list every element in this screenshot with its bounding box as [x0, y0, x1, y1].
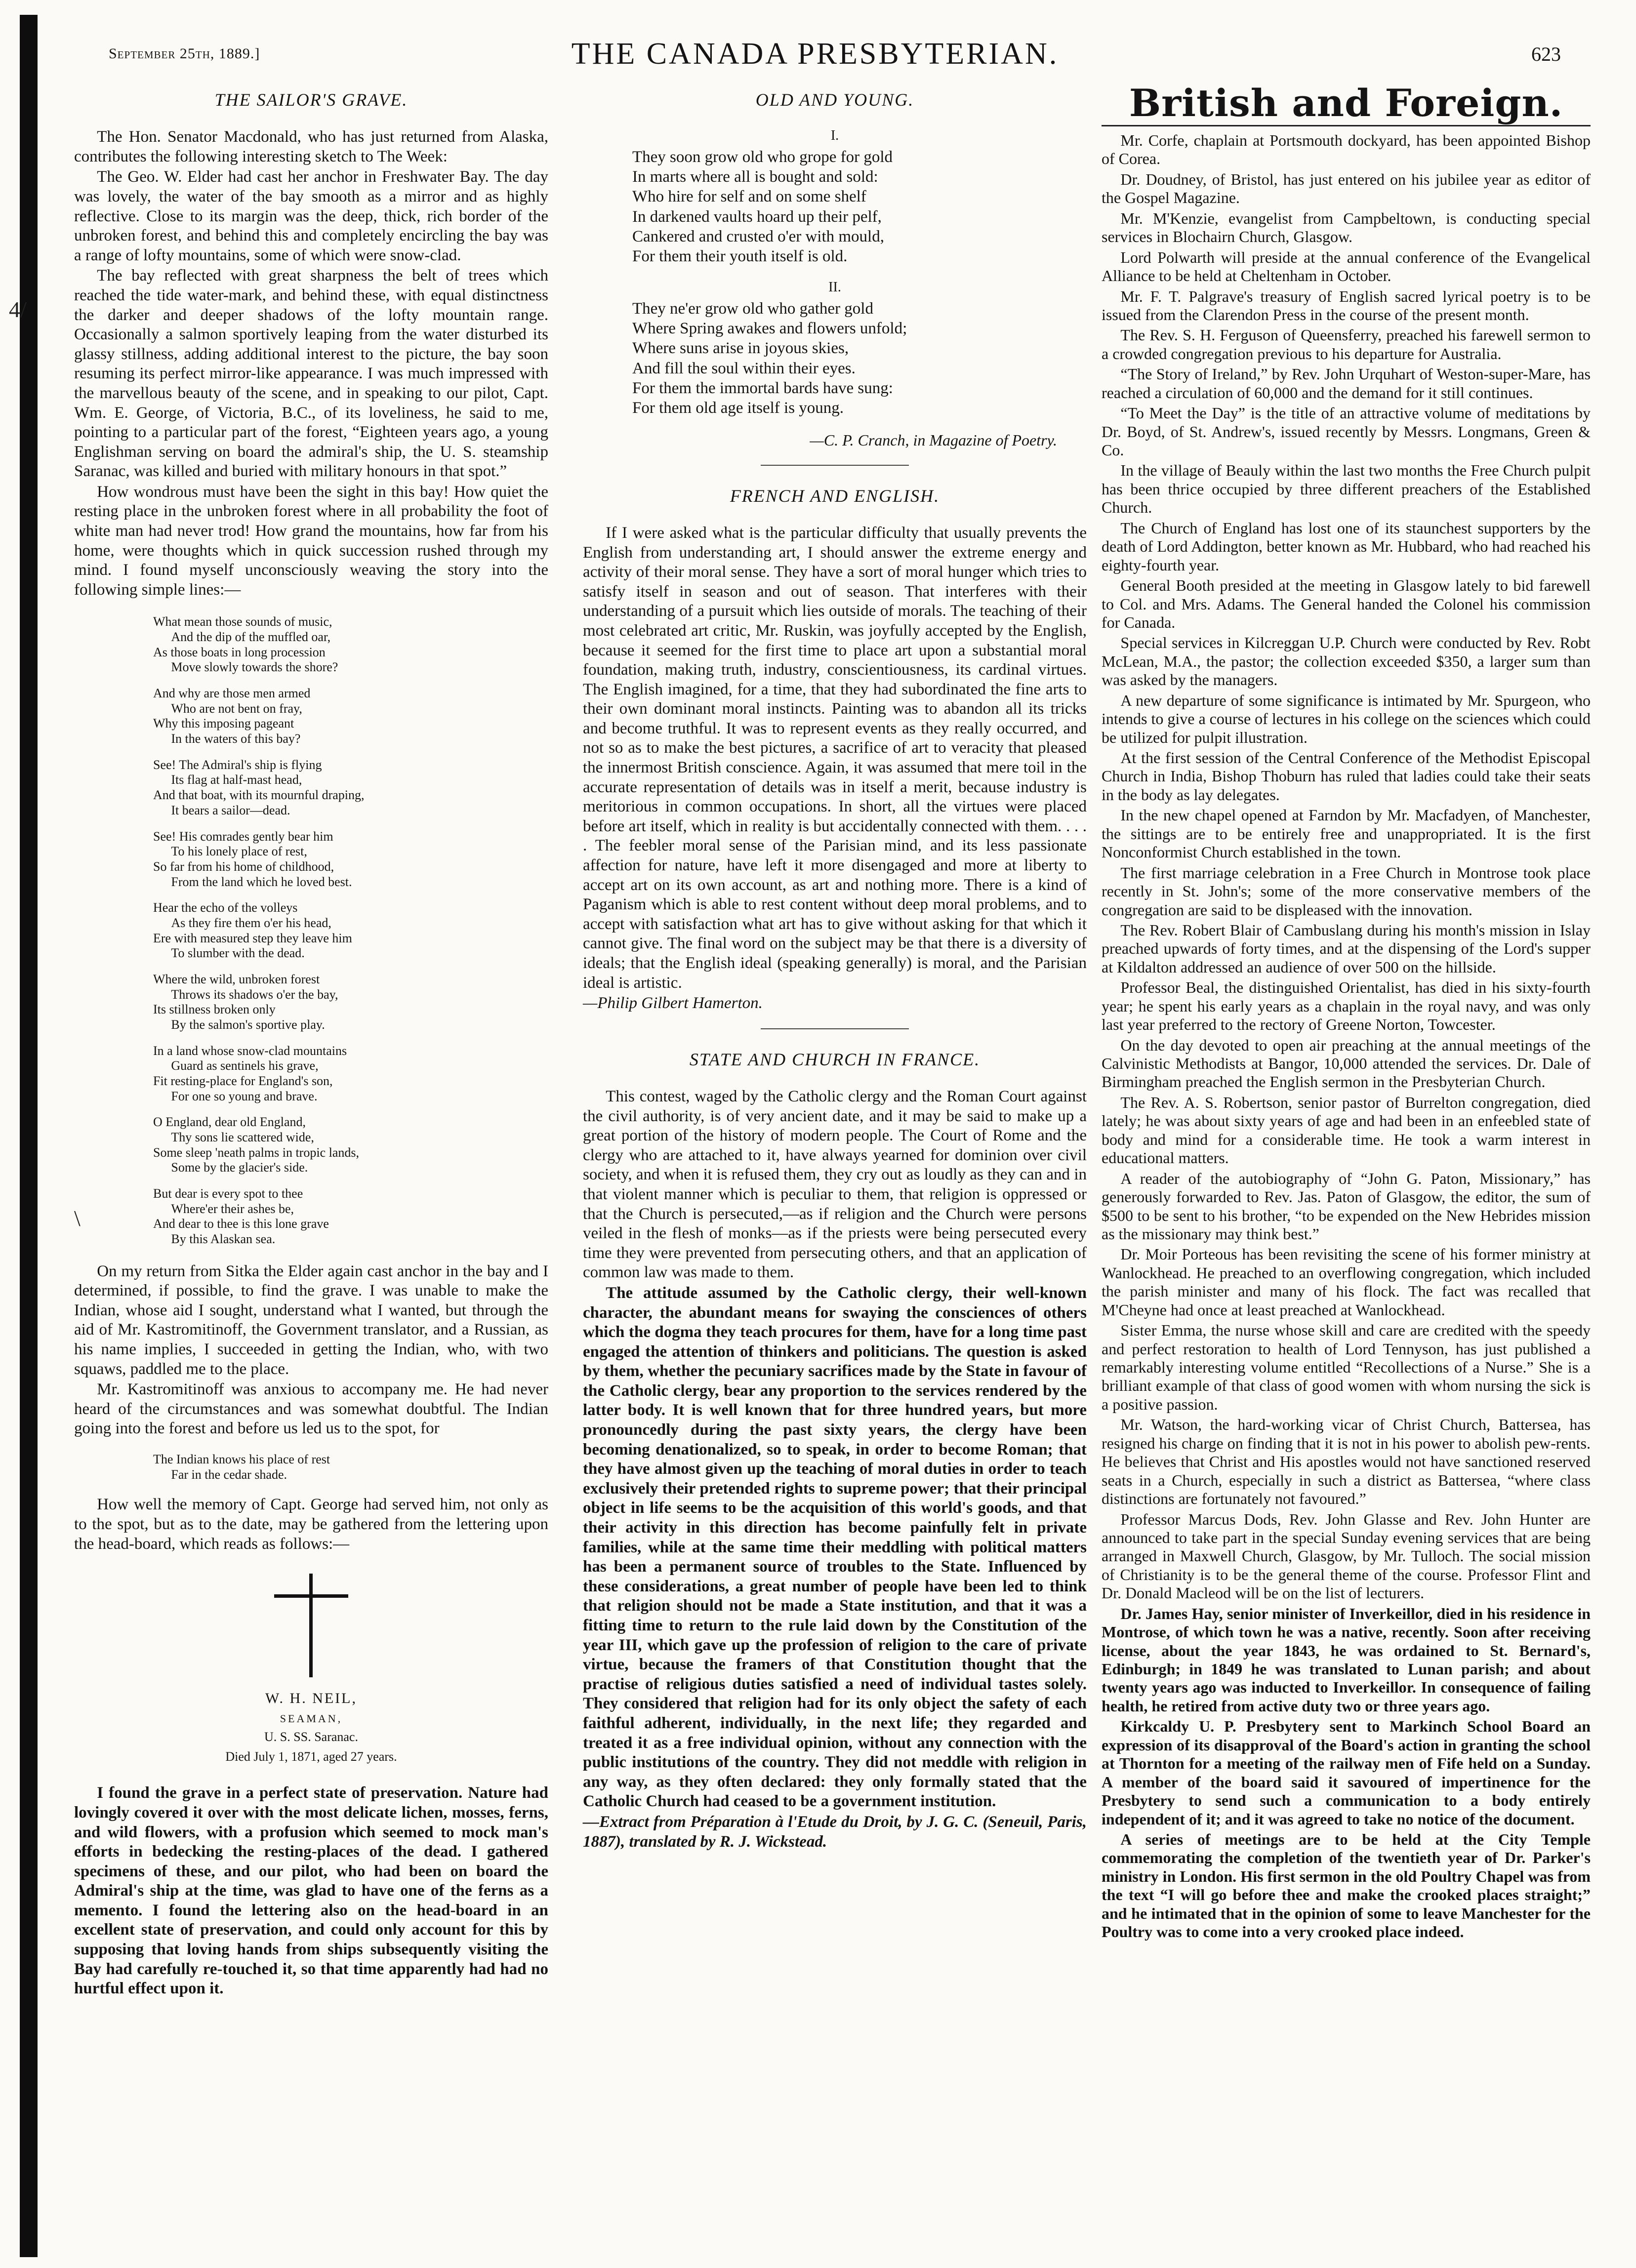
news-items: [1102, 131, 1591, 1942]
verse-line: Guard as sentinels his grave,: [171, 1058, 319, 1073]
verse-line: To his lonely place of rest,: [171, 844, 307, 859]
news-item: At the first session of the Central Conference of the Methodist Episcopal Church in India, Bishop Thoburn has ruled that ladies could take their seats in the body as lay delegates.: [1102, 749, 1591, 804]
masthead: [69, 35, 1561, 74]
article-title: OLD AND YOUNG.: [755, 90, 914, 110]
verse-line: Some sleep 'neath palms in tropic lands,: [153, 1145, 359, 1160]
stanza: [583, 299, 1087, 418]
verse-line: But dear is every spot to thee: [153, 1186, 303, 1201]
stanza: [153, 1044, 548, 1104]
news-item: Mr. M'Kenzie, evangelist from Campbeltown, is conducting special services in Blochairn Church, Glasgow.: [1102, 209, 1591, 246]
verse-line: See! The Admiral's ship is flying: [153, 757, 322, 772]
verse-line: For them their youth itself is old.: [632, 247, 848, 266]
news-item: Dr. James Hay, senior minister of Inverkeillor, died in his residence in Montrose, of which town he was a native, recently. Soon after receiving license, about the year 1843, he was ordained to St. Bernard's, Edinburgh; in 1849 he was translated to Lunan parish; and about twenty years ago was inducted to Inverkeillor. In consequence of failing health, he retired from active duty two or three years ago.: [1102, 1604, 1591, 1715]
news-item: A new departure of some significance is intimated by Mr. Spurgeon, who intends to give a course of lectures in his college on the sciences which could be utilized for pulpit illustration.: [1102, 691, 1591, 746]
news-item: Sister Emma, the nurse whose skill and care are credited with the speedy and perfect restoration to health of Lord Tennyson, has just published a remarkably interesting volume entitled “Recollections of a Nurse.” She is a brilliant example of that class of good women with whom nursing the sick is a positive passion.: [1102, 1321, 1591, 1413]
verse-line: In the waters of this bay?: [171, 731, 301, 746]
section-title: British and Foreign.: [1129, 81, 1563, 125]
news-item: The Church of England has lost one of its staunchest supporters by the death of Lord Addington, better known as Mr. Hubbard, who had reached his eighty-fourth year.: [1102, 519, 1591, 574]
verse-line: Fit resting-place for England's son,: [153, 1073, 333, 1088]
paragraph: How wondrous must have been the sight in this bay! How quiet the resting place in the unbroken forest where in all probability the foot of white man had never trod! How grand the mountains, how far from his home, were thoughts which in quick succession rushed through my mind. I found myself unconsciously weaving the story into the following simple lines:—: [74, 483, 548, 599]
news-item: Dr. Moir Porteous has been revisiting the scene of his former ministry at Wanlockhead. He preached to an overflowing congregation, which included the parish minister and many of his flock. The fact was recalled that M'Cheyne had once at least preached at Wanlockhead.: [1102, 1245, 1591, 1319]
verse-line: In a land whose snow-clad mountains: [153, 1043, 347, 1058]
news-item: A series of meetings are to be held at the City Temple commemorating the completion of the twentieth year of Dr. Parker's ministry in London. His first sermon in the old Poultry Chapel was from the text “I will go before thee and make the crooked places straight;” and he intimated that in the opinion of some to leave Manchester for the Poultry was to come into a very crooked place indeed.: [1102, 1830, 1591, 1941]
verse-line: And fill the soul within their eyes.: [632, 359, 856, 377]
verse-line: Its stillness broken only: [153, 1002, 276, 1017]
verse-line: Some by the glacier's side.: [171, 1160, 308, 1175]
stanza-number: II.: [828, 280, 841, 295]
news-item: Kirkcaldy U. P. Presbytery sent to Markinch School Board an expression of its disapproval of the Board's action in granting the school at Thornton for a meeting of the railway men of Fife held on a Sunday. A member of the board said it savoured of impertinence for the Presbytery to send such a communication to a body entirely independent of it; and it was agreed to take no notice of the document.: [1102, 1717, 1591, 1828]
verse-line: They ne'er grow old who gather gold: [632, 299, 873, 318]
paragraph: Mr. Kastromitinoff was anxious to accompany me. He had never heard of the circumstances and was somewhat doubtful. The Indian going into the forest and before us led us to the spot, for: [74, 1380, 548, 1438]
verse-line: Where suns arise in joyous skies,: [632, 339, 849, 358]
poem: [74, 614, 548, 1247]
citation: —Extract from Préparation à l'Etude du Droit, by J. G. C. (Seneuil, Paris, 1887), translated by R. J. Wickstead.: [583, 1813, 1087, 1851]
epitaph-rank: SEAMAN,: [280, 1712, 343, 1725]
verse-line: From the land which he loved best.: [171, 874, 352, 889]
paragraph: On my return from Sitka the Elder again cast anchor in the bay and I determined, if possible, to find the grave. I was unable to make the Indian, whose aid I sought, understand what I wanted, but through the aid of Mr. Kastromitinoff, the Government translator, and a Russian, as his name implies, I succeeded in getting the Indian, who, with two squaws, paddled me to the place.: [74, 1262, 548, 1378]
verse-line: By the salmon's sportive play.: [171, 1017, 325, 1032]
stanza: [153, 1186, 548, 1247]
verse-line: As those boats in long procession: [153, 645, 326, 659]
signature: —Philip Gilbert Hamerton.: [583, 994, 763, 1012]
news-item: Professor Marcus Dods, Rev. John Glasse and Rev. John Hunter are announced to take part in the special Sunday evening services that are being arranged in Maxwell Church, Glasgow, by Mr. Tulloch. The social mission of Christianity is to be the general theme of the course. Professor Flint and Dr. Donald Macleod will be on the list of lecturers.: [1102, 1510, 1591, 1602]
news-item: On the day devoted to open air preaching at the annual meetings of the Calvinistic Methodists at Bangor, 10,000 attended the services. Dr. Dale of Birmingham preached the English sermon in the Presbyterian Church.: [1102, 1036, 1591, 1091]
verse-line: By this Alaskan sea.: [171, 1231, 276, 1246]
paragraph: This contest, waged by the Catholic clergy and the Roman Court against the civil authority, is of very ancient date, and it may be said to make up a great portion of the history of modern people. The Court of Rome and the clergy who are attached to it, have always yearned for dominion over civil society, and when it is refused them, they cry out as loudly as they can and in that violent manner which is peculiar to them, that religion is oppressed or that the Church is persecuted,—as if religion and the Church were persons veiled in the flesh of monks—as if the priests were being persecuted every time they were prevented from persecuting others, and that an application of common law was made to them.: [583, 1087, 1087, 1282]
verse-line: To slumber with the dead.: [171, 946, 305, 961]
verse-line: They soon grow old who grope for gold: [632, 148, 893, 166]
article-title: FRENCH AND ENGLISH.: [730, 486, 940, 506]
left-margin-bar: [20, 15, 38, 2257]
verse-line: Where Spring awakes and flowers unfold;: [632, 320, 907, 338]
paragraph: If I were asked what is the particular difficulty that usually prevents the English from understanding art, I should answer the extreme energy and activity of their moral sense. They have a sort of moral hunger which tries to satisfy itself in season and out of season. That interferes with their understanding of a pursuit which lies outside of morals. The teaching of their most celebrated art critic, Mr. Ruskin, was joyfully accepted by the English, because it seemed for the first time to place art upon a substantial moral foundation, making truth, industry, conscientiousness, its cardinal virtues. The English imagined, for a time, that they had subordinated the fine arts to their own dominant moral instincts. Painting was to abandon all its tricks and become truthful. It was to represent events as they really occurred, and not so as to make the best pictures, a sacrifice of art to veracity that pleased the innermost British conscience. Again, it was assumed that mere toil in the accurate representation of details was in itself a merit, because industry is meritorious in common occupations. In short, all the virtues were placed before art itself, which in reality is but accidentally connected with them. . . . . The feebler moral sense of the Parisian mind, and its less passionate affection for nature, have left it more disengaged and more at liberty to accept art on its own account, as art and nothing more. There is a kind of Paganism which is able to rest content without deep moral problems, and to accept with satisfaction what art has to give without asking for that which it cannot give. The final word on the subject may be that there is a diversity of ideals; that the English ideal (speaking generally) is moral, and the Parisian ideal is artistic.: [583, 524, 1087, 992]
verse-line: Where'er their ashes be,: [171, 1201, 294, 1216]
poem-attribution: —C. P. Cranch, in Magazine of Poetry.: [810, 431, 1057, 449]
paragraph: The bay reflected with great sharpness the belt of trees which reached the tide water-mark, and behind these, with equal distinctness the darker and deeper shadows of the lofty mountain range. Occasionally a salmon sportively leaping from the water disturbed its glassy stillness, adding additional interest to the picture, the bay soon resuming its perfect mirror-like appearance. I was much impressed with the marvellous beauty of the scene, and in speaking to our pilot, Capt. Wm. E. George, of Victoria, B.C., of its loveliness, he said to me, pointing to a particular part of the forest, “Eighteen years ago, a young Englishman serving on board the admiral's ship, the U. S. steamship Saranac, was killed and buried with military honours in that spot.”: [74, 267, 548, 481]
verse-line: For them old age itself is young.: [632, 399, 844, 417]
cross-icon: [274, 1574, 348, 1677]
news-item: General Booth presided at the meeting in Glasgow lately to bid farewell to Col. and Mrs. Adams. The General handed the Colonel his commission for Canada.: [1102, 576, 1591, 631]
epitaph-ship: U. S. SS. Saranac.: [264, 1729, 358, 1744]
news-item: Dr. Doudney, of Bristol, has just entered on his jubilee year as editor of the Gospel Magazine.: [1102, 170, 1591, 207]
paragraph: How well the memory of Capt. George had served him, not only as to the spot, but as to the date, may be gathered from the lettering upon the head-board, which reads as follows:—: [74, 1496, 548, 1553]
verse-line: As they fire them o'er his head,: [171, 915, 331, 930]
news-item: Mr. Corfe, chaplain at Portsmouth dockyard, has been appointed Bishop of Corea.: [1102, 131, 1591, 168]
news-item: Mr. Watson, the hard-working vicar of Christ Church, Battersea, has resigned his charge on finding that it is not in his power to abolish pew-rents. He believes that Christ and His apostles would not have sanctioned reserved seats in a Church, especially in such a district as Battersea, “where class distinctions are fortunately not favoured.”: [1102, 1416, 1591, 1508]
stanza: [153, 972, 548, 1033]
divider: [1102, 125, 1591, 126]
verse-line: Who are not bent on fray,: [171, 701, 302, 716]
stanza: [153, 900, 548, 961]
news-item: Professor Beal, the distinguished Orientalist, has died in his sixty-fourth year; he spent his early years as a chaplain in the royal navy, and was only last year preferred to the rectory of Greene Norton, Towcester.: [1102, 978, 1591, 1034]
issue-date: September 25th, 1889.]: [109, 45, 260, 62]
news-item: Lord Polwarth will preside at the annual conference of the Evangelical Alliance to be held at Cheltenham in October.: [1102, 248, 1591, 285]
verse-line: What mean those sounds of music,: [153, 614, 332, 629]
paragraph: The Geo. W. Elder had cast her anchor in Freshwater Bay. The day was lovely, the water of the bay smooth as a mirror and as highly reflective. Close to its margin was the deep, thick, rich border of the unbroken forest, and behind this and completely encircling the bay was a range of lofty mountains, some of which were snow-clad.: [74, 168, 548, 264]
article-title: STATE AND CHURCH IN FRANCE.: [689, 1049, 981, 1069]
news-item: Special services in Kilcreggan U.P. Church were conducted by Rev. Robt McLean, M.A., the pastor; the collection exceeded $350, a larger sum than was asked by the managers.: [1102, 634, 1591, 689]
divider: [761, 1028, 909, 1029]
verse-line: Ere with measured step they leave him: [153, 931, 352, 945]
verse-line: O England, dear old England,: [153, 1115, 306, 1130]
publication-title: THE CANADA PRESBYTERIAN.: [571, 37, 1059, 71]
news-item: “To Meet the Day” is the title of an attractive volume of meditations by Dr. Boyd, of St. Andrew's, issued recently by Messrs. Longmans, Green & Co.: [1102, 404, 1591, 459]
news-item: The Rev. A. S. Robertson, senior pastor of Burrelton congregation, died lately; he was about sixty years of age and had been in an enfeebled state of body and mind for a considerable time. He took a warm interest in educational matters.: [1102, 1093, 1591, 1167]
verse-line: Thy sons lie scattered wide,: [171, 1130, 314, 1144]
verse-line: Who hire for self and on some shelf: [632, 188, 866, 206]
margin-mark: 4/: [9, 297, 27, 322]
paragraph: The attitude assumed by the Catholic clergy, their well-known character, the abundant means for swaying the consciences of others which the dogma they teach procures for them, have for a long time past engaged the attention of thinkers and politicians. The question is asked by them, whether the pecuniary sacrifices made by the State in favour of the Catholic clergy, bear any proportion to the services rendered by the latter body. It is well known that for three hundred years, but more pronouncedly during the past sixty years, the clergy have been becoming denationalized, so to speak, in order to become Roman; that they have almost given up the teaching of moral duties in order to teach exclusively their pretended rights to supreme power; that their principal object in life seems to be the acquisition of this world's goods, and that their activity in this direction has become painfully felt in private families, while at the same time their meddling with political matters has been a permanent source of troubles to the State. Influenced by these considerations, a great number of people have been led to think that religion should not be made a State institution, and that it was a fitting time to return to the rule laid down by the Constitution of the year III, which gave up the profession of religion to the care of private virtue, because the framers of that Constitution thought that the practise of religious duties satisfied a need of individual tastes solely. They considered that religion had for its only object the safety of each faithful adherent, individually, in the next life; they regarded and treated it as a free individual opinion, without any connection with the public institutions of the country. They did not meddle with religion in any way, as they often declared: they only formally stated that the Catholic Church had ceased to be a government institution.: [583, 1284, 1087, 1811]
verse-line: Hear the echo of the volleys: [153, 900, 298, 915]
stanza: [153, 686, 548, 747]
column-sailors-grave: [74, 86, 548, 2000]
verse-line: In marts where all is bought and sold:: [632, 168, 878, 186]
column-british-foreign: [1102, 81, 1591, 1944]
epitaph: [74, 1687, 548, 1767]
paragraph: I found the grave in a perfect state of preservation. Nature had lovingly covered it over with the most delicate lichen, mosses, ferns, and wild flowers, with a profusion which seemed to mock man's efforts in bedecking the resting-places of the dead. I gathered specimens of these, and our pilot, who had been on board the Admiral's ship at the time, was glad to have one of the ferns as a memento. I found the lettering also on the head-board in an excellent state of preservation, and could only account for this by supposing that loving hands from ships subsequently visiting the Bay had carefully re-touched it, so that time apparently had had no hurtful effect upon it.: [74, 1784, 548, 1998]
verse-line: Throws its shadows o'er the bay,: [171, 987, 338, 1002]
verse-line: Far in the cedar shade.: [171, 1467, 287, 1482]
column-middle: [583, 86, 1087, 1853]
news-item: In the new chapel opened at Farndon by Mr. Macfadyen, of Manchester, the sittings are to be entirely free and unappropriated. It is the first Nonconformist Church established in the town.: [1102, 806, 1591, 861]
verse-line: In darkened vaults hoard up their pelf,: [632, 207, 882, 226]
news-item: The Rev. S. H. Ferguson of Queensferry, preached his farewell sermon to a crowded congregation previous to his departure for Australia.: [1102, 326, 1591, 363]
stanza-number: I.: [830, 128, 839, 144]
stanza: [153, 758, 548, 818]
verse-line: The Indian knows his place of rest: [153, 1452, 330, 1466]
page-number: 623: [1531, 43, 1561, 65]
stanza: [153, 614, 548, 675]
poem-old-and-young: [583, 127, 1087, 418]
verse-line: And the dip of the muffled oar,: [171, 630, 331, 645]
divider: [761, 465, 909, 466]
epitaph-name: W. H. NEIL,: [265, 1690, 358, 1707]
article-title: THE SAILOR'S GRAVE.: [214, 90, 408, 110]
verse-line: Its flag at half-mast head,: [171, 772, 302, 787]
verse-line: See! His comrades gently bear him: [153, 829, 333, 844]
verse-line: Move slowly towards the shore?: [171, 660, 338, 675]
verse-line: Why this imposing pageant: [153, 716, 294, 731]
news-item: The first marriage celebration in a Free Church in Montrose took place recently in St. John's; some of the more conservative members of the congregation are said to be displeased with the innovation.: [1102, 863, 1591, 919]
news-item: “The Story of Ireland,” by Rev. John Urquhart of Weston-super-Mare, has reached a circulation of 60,000 and the demand for it still continues.: [1102, 365, 1591, 402]
verse-line: For them the immortal bards have sung:: [632, 379, 893, 397]
couplet: [74, 1452, 548, 1482]
paragraph: The Hon. Senator Macdonald, who has just returned from Alaska, contributes the following interesting sketch to The Week:: [74, 128, 548, 165]
verse-line: Where the wild, unbroken forest: [153, 972, 320, 986]
verse-line: So far from his home of childhood,: [153, 859, 334, 874]
stanza: [583, 147, 1087, 267]
news-item: A reader of the autobiography of “John G. Paton, Missionary,” has generously forwarded to Rev. Jas. Paton of Glasgow, the editor, the sum of $500 to be sent to his brother, “to be expended on the New Hebrides mission as the missionary may think best.”: [1102, 1169, 1591, 1243]
news-item: Mr. F. T. Palgrave's treasury of English sacred lyrical poetry is to be issued from the Clarendon Press in the course of the present month.: [1102, 287, 1591, 324]
verse-line: And dear to thee is this lone grave: [153, 1216, 329, 1231]
news-item: In the village of Beauly within the last two months the Free Church pulpit has been thrice occupied by three different preachers of the Established Church.: [1102, 461, 1591, 517]
verse-line: And that boat, with its mournful draping,: [153, 788, 365, 803]
stanza: [153, 1115, 548, 1175]
verse-line: For one so young and brave.: [171, 1089, 318, 1103]
verse-line: Cankered and crusted o'er with mould,: [632, 227, 884, 245]
margin-mark: \: [74, 1206, 81, 1231]
epitaph-date: Died July 1, 1871, aged 27 years.: [225, 1749, 397, 1764]
stanza: [153, 829, 548, 890]
news-item: The Rev. Robert Blair of Cambuslang during his month's mission in Islay preached upwards of forty times, and at the dispensing of the Lord's supper at Kildalton addressed an audience of over 500 on the hillside.: [1102, 921, 1591, 976]
verse-line: And why are those men armed: [153, 686, 311, 701]
verse-line: It bears a sailor—dead.: [171, 803, 290, 817]
